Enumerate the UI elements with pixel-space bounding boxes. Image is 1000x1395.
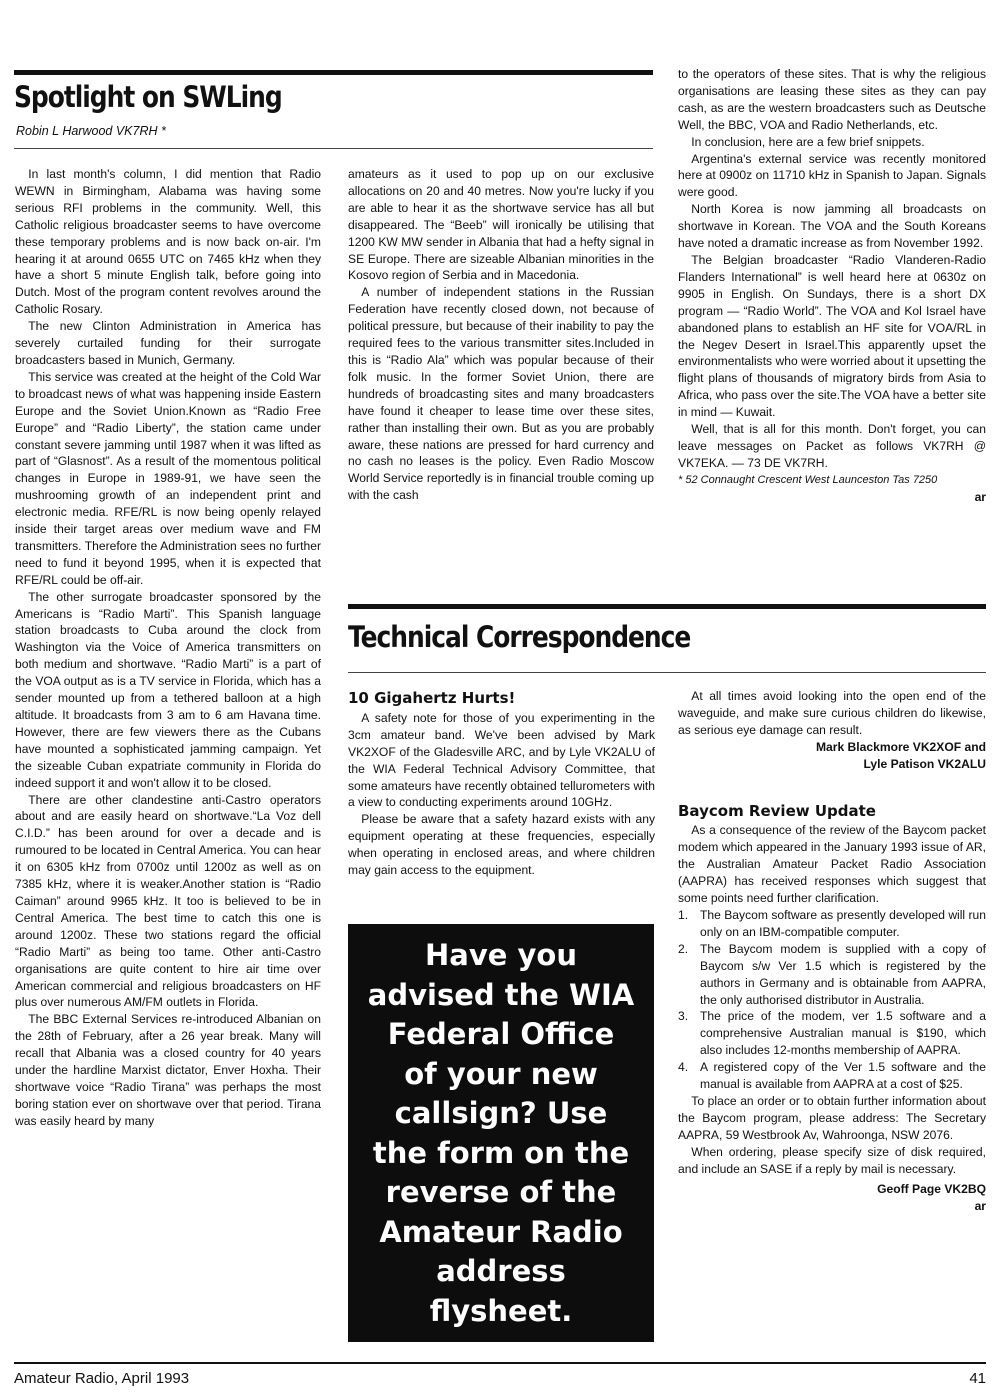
advert-line: the form on the xyxy=(372,1135,630,1170)
footer-rule xyxy=(14,1362,986,1364)
advert-line: advised the WIA xyxy=(367,977,635,1012)
paragraph: At all times avoid looking into the open end of the waveguide, and make sure curious children do likewise, as serious eye damage can result. xyxy=(678,689,986,737)
spotlight-column-1 xyxy=(15,166,321,1130)
paragraph: Please be aware that a safety hazard exists with any equipment operating at these frequencies, especially when operating in enclosed areas, and where children may gain access to the equipment. xyxy=(348,812,655,878)
callsign-advert xyxy=(348,924,654,1342)
list-item: 1. The Baycom software as presently developed will run only on an IBM-compatible computer. xyxy=(678,907,986,939)
paragraph: This service was created at the height of the Cold War to broadcast news of what was happening inside Eastern Europe and the Soviet Union.Known as “Radio Free Europe” and “Radio Liberty”, the station came under constant severe jamming until 1987 when it was lifted as part of “Glasnost”. As a result of the momentous political changes in Europe in 1989-91, we have seen the mushrooming growth of an independent print and electronic media. RFE/RL is now being openly relayed inside their target areas over medium wave and FM transmitters. Therefore the Administration sees no further need to fund it beyond 1995, when it is expected that RFE/RL could be off-air. xyxy=(15,369,321,587)
spotlight-column-2 xyxy=(348,166,654,504)
technical-top-rule xyxy=(348,604,986,609)
paragraph: In last month's column, I did mention that Radio WEWN in Birmingham, Alabama was having some serious RFI problems in the community. Well, this Catholic religious broadcaster seems to have overcome these temporary problems and is now back on-air. I'm hearing it at around 0655 UTC on 7465 kHz when they have a short 5 minute English talk, before going into Dutch. Most of the program content revolves around the Catholic Rosary. xyxy=(15,167,321,317)
paragraph: To place an order or to obtain further information about the Baycom program, please address: The Secretary AAPRA, 59 Westbrook Av, Wahroonga, NSW 2076. xyxy=(678,1093,986,1142)
page-number: 41 xyxy=(969,1370,986,1387)
list-item: 4. A registered copy of the Ver 1.5 software and the manual is available from AAPRA at a cost of $25. xyxy=(678,1060,986,1092)
paragraph: to the operators of these sites. That is why the religious organisations are leasing these sites as they can pay cash, as are the western broadcasters such as Deutsche Well, the BBC, VOA and Radio Netherlands, etc. xyxy=(678,67,986,132)
advert-line: address xyxy=(436,1254,566,1288)
baycom-points-list xyxy=(678,907,986,1093)
paragraph: amateurs as it used to pop up on our exclusive allocations on 20 and 40 metres. Now you're lucky if you are able to hear it as the shortwave service has all but disappeared. The “Beeb” will ironically be utilising that 1200 KW MW sender in Albania that had a hefty signal in SE Europe. There are sizeable Albanian minorities in the Kosovo region of Serbia and in Macedonia. xyxy=(348,167,654,283)
spotlight-top-rule xyxy=(14,70,653,75)
advert-line: Federal Office xyxy=(387,1017,615,1051)
baycom-signature: Geoff Page VK2BQ xyxy=(877,1182,986,1197)
ghz-signature-2: Lyle Patison VK2ALU xyxy=(863,756,986,771)
paragraph: The new Clinton Administration in America has severely curtailed funding for their surrogate broadcasters based in Munich, Germany. xyxy=(15,319,321,367)
footer-publication: Amateur Radio, April 1993 xyxy=(14,1370,190,1387)
author-address-footnote: * 52 Connaught Crescent West Launceston Tas 7250 xyxy=(678,473,938,486)
paragraph: A safety note for those of you experimenting in the 3cm amateur band. We've been advised by Mark VK2XOF of the Gladesville ARC, and by Lyle VK2ALU of the WIA Federal Technical Advisory Committee, that some amateurs have recently obtained tellurometers with a view to conducting experiments around 10GHz. xyxy=(348,710,655,810)
baycom-heading: Baycom Review Update xyxy=(678,801,876,820)
paragraph: There are other clandestine anti-Castro operators about and are easily heard on shortwave.“La Voz dell C.I.D.” has been around for over a decade and is rumoured to be located in Central America. You can hear it on 6305 kHz from 0700z until 1200z as well as on 7385 kHz, where it is weaker.Another station is “Radio Caiman” around 9965 kHz. It too is believed to be in Central America. The best time to catch this one is around 1200z. These two stations regard the official “Radio Marti” as being too tame. Other anti-Castro organisations are quite content to hire air time over American commercial and religious broadcasters on HF plus over numerous AM/FM outlets in Florida. xyxy=(15,792,321,1010)
paragraph: North Korea is now jamming all broadcasts on shortwave in Korean. The VOA and the South Koreans have noted a dramatic increase as from November 1992. xyxy=(678,202,986,251)
end-mark: ar xyxy=(974,489,986,504)
paragraph: The Belgian broadcaster “Radio Vlanderen-Radio Flanders International” is well heard here at 0630z on 9905 in English. On Sundays, there is a short DX program — “Radio World”. The VOA and Kol Israel have abandoned plans to establish an HF site for VOA/RL in the Negev Desert in Israel.This apparently upset the environmentalists who were worried about it upsetting the flight plans of thousands of migratory birds from Asia to Africa, who pass over the site.The VOA have a better site in mind — Kuwait. xyxy=(678,252,986,420)
paragraph: As a consequence of the review of the Baycom packet modem which appeared in the January 1993 issue of AR, the Australian Amateur Packet Radio Association (AAPRA) has received responses which suggest that some points need further clarification. xyxy=(678,823,986,906)
end-mark: ar xyxy=(974,1199,986,1214)
list-item: 2. The Baycom modem is supplied with a copy of Baycom s/w Ver 1.5 which is registered by the authors in Germany and is obtainable from AAPRA, the only authorised distributor in Australia. xyxy=(678,941,986,1007)
technical-divider xyxy=(348,672,986,673)
advert-line: Amateur Radio xyxy=(379,1214,623,1249)
spotlight-author: Robin L Harwood VK7RH * xyxy=(16,124,166,138)
advert-line: callsign? Use xyxy=(394,1096,608,1130)
list-item: 3. The price of the modem, ver 1.5 software and a comprehensive Australian manual is $190, which also includes 12-months membership of AAPRA. xyxy=(678,1009,986,1058)
paragraph: Well, that is all for this month. Don't forget, you can leave messages on Packet as follows VK7RH @ VK7EKA. — 73 DE VK7RH. xyxy=(678,422,986,470)
ghz-article xyxy=(348,690,655,879)
advert-line: of your new xyxy=(404,1056,598,1091)
advert-line: reverse of the xyxy=(385,1175,617,1209)
spotlight-title: Spotlight on SWLing xyxy=(14,80,282,114)
ghz-signature-1: Mark Blackmore VK2XOF and xyxy=(815,739,986,754)
technical-title: Technical Correspondence xyxy=(348,620,691,654)
technical-column-right xyxy=(678,688,986,1215)
paragraph: When ordering, please specify size of disk required, and include an SASE if a reply by mail is necessary. xyxy=(678,1144,986,1176)
paragraph: Argentina's external service was recently monitored here at 0900z on 11710 kHz in Spanish to Japan. Signals were good. xyxy=(678,151,986,200)
spotlight-column-3 xyxy=(678,66,986,506)
paragraph: A number of independent stations in the Russian Federation have recently closed down, not because of political pressure, but because of their inability to pay the required fees to the various transmitter sites.Included in this is “Radio Ala” which was popular because of their folk music. In the former Soviet Union, there are hundreds of broadcasting sites and many broadcasters have found it cheaper to lease time over these sites, rather than installing their own. But as you are probably aware, these nations are pressed for hard currency and no cash no leases is the policy. Even Radio Moscow World Service reportedly is in financial trouble coming up with the cash xyxy=(348,285,654,503)
paragraph: The BBC External Services re-introduced Albanian on the 28th of February, after a 26 year break. Many will recall that Albania was a closed country for 40 years under the hardline Marxist dictator, Enver Hoxha. Their shortwave voice “Radio Tirana” was perhaps the most boring station ever on shortwave over that period. Tirana was easily heard by many xyxy=(15,1012,321,1128)
advert-line: Have you xyxy=(425,938,577,972)
ghz-heading: 10 Gigahertz Hurts! xyxy=(348,689,516,707)
paragraph: In conclusion, here are a few brief snippets. xyxy=(691,134,925,149)
paragraph: The other surrogate broadcaster sponsored by the Americans is “Radio Marti”. This Spanish language station broadcasts to Cuba around the clock from Washington via the Voice of America transmitters on both medium and shortwave. “Radio Marti” is a part of the VOA output as is a TV service in Florida, which has a sender mounted up from a tethered balloon at a high altitude. It broadcasts from 3 am to 6 am Havana time. However, there are few viewers there as the Cubans have mounted a sophisticated jamming campaign. Yet the sizeable Cuban expatriate community in Florida do indeed support it and won't allow it to be closed. xyxy=(15,589,321,790)
advert-line: flysheet. xyxy=(429,1293,573,1328)
spotlight-divider xyxy=(14,148,653,149)
